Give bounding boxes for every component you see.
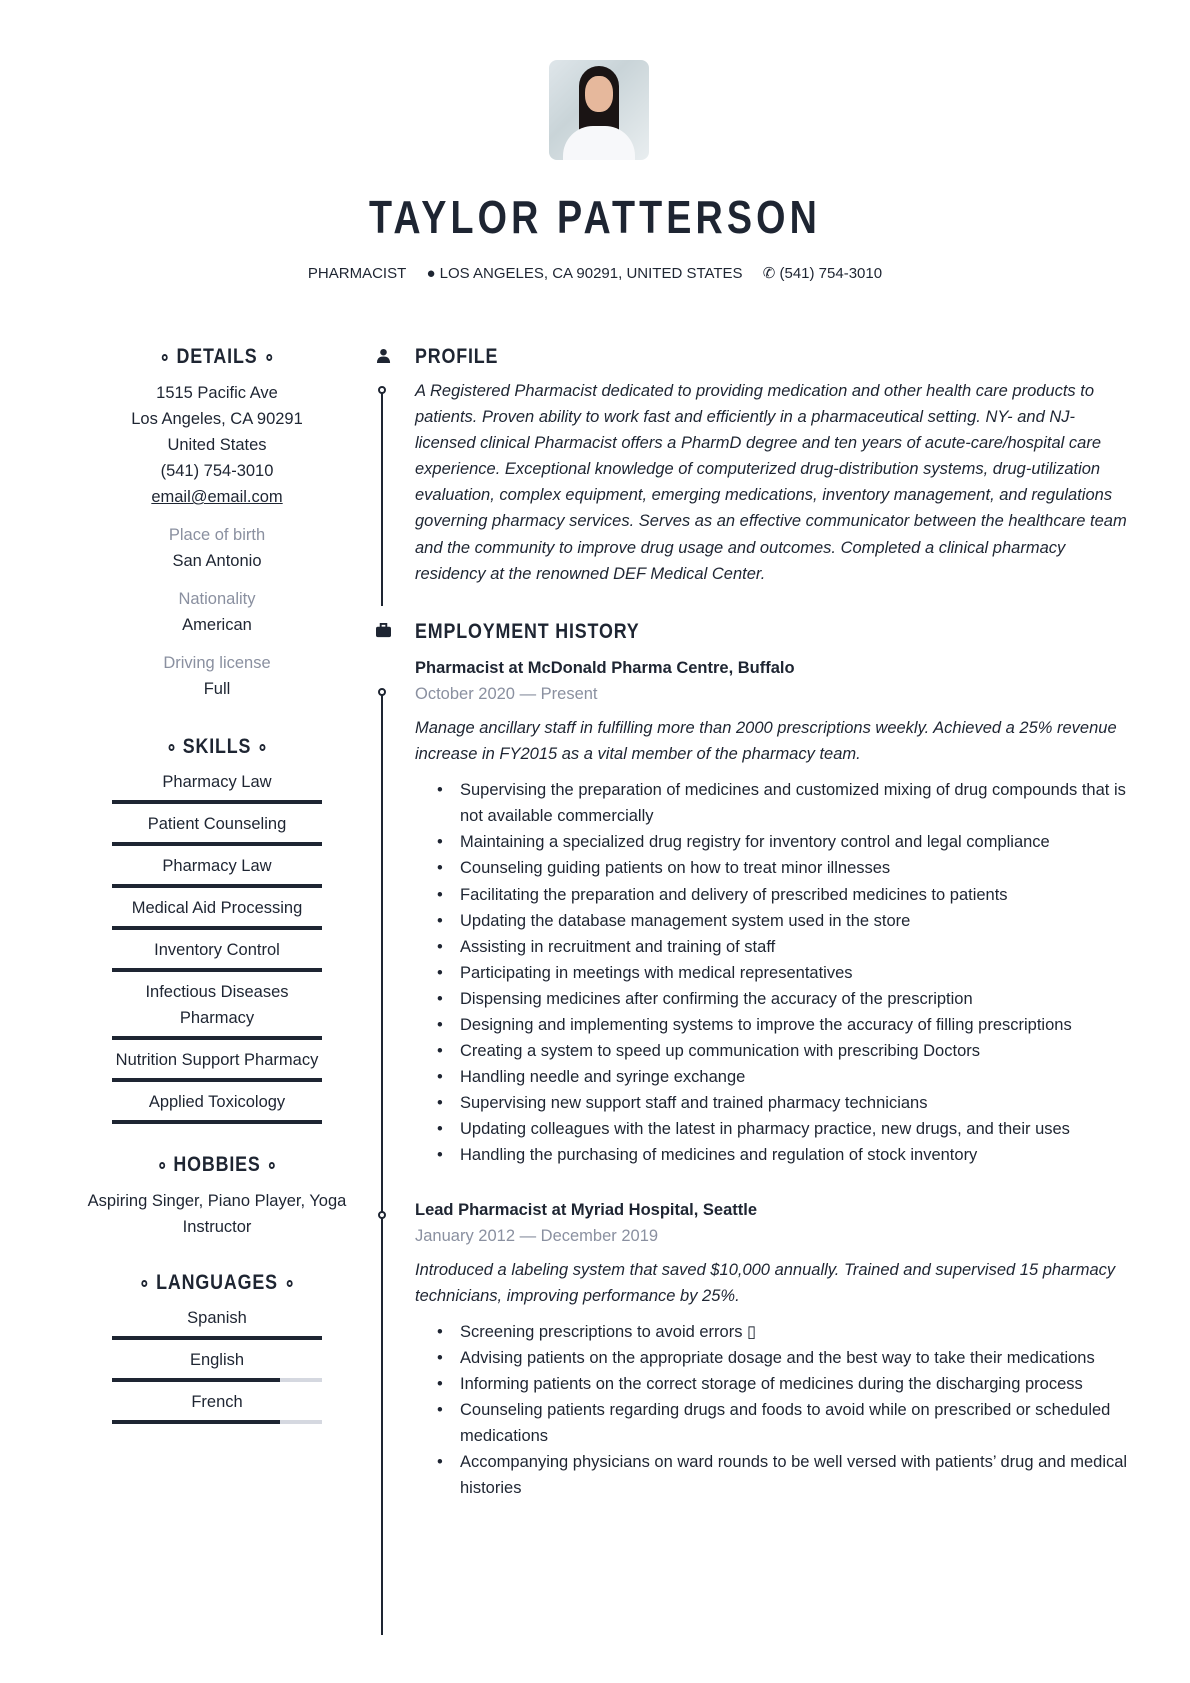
skill-name: Medical Aid Processing	[131, 899, 303, 917]
skill-name: Pharmacy Law	[162, 857, 272, 875]
hobbies-text: Aspiring Singer, Piano Player, Yoga Instructor	[87, 1192, 347, 1236]
language-item	[112, 1382, 322, 1424]
skill-name: Nutrition Support Pharmacy	[115, 1051, 319, 1069]
contact-line	[0, 264, 1190, 282]
job-bullet: • Counseling guiding patients on how to treat minor illnesses	[415, 855, 1130, 881]
job-bullet: • Screening prescriptions to avoid errors ▯	[415, 1319, 1130, 1345]
profile-heading: PROFILE	[415, 342, 1130, 372]
job-bullet: • Advising patients on the appropriate dosage and the best way to take their medications	[415, 1345, 1130, 1371]
main-content	[415, 342, 1130, 1502]
language-item	[112, 1340, 322, 1382]
job-summary: Introduced a labeling system that saved $10,000 annually. Trained and supervised 15 pharmacy technicians, improving performance by 25%.	[415, 1260, 1116, 1305]
job-bullet: • Counseling patients regarding drugs and foods to avoid while on prescribed or scheduled medications	[415, 1397, 1130, 1449]
phone-line: (541) 754-3010	[160, 462, 274, 480]
skill-level-bar	[112, 1120, 322, 1124]
language-name: French	[191, 1393, 243, 1411]
job-bullet: • Dispensing medicines after confirming the accuracy of the prescription	[415, 986, 1130, 1012]
skill-item	[112, 1082, 322, 1124]
sidebar	[67, 342, 367, 1424]
field-value: American	[182, 616, 252, 634]
field-label: Driving license	[163, 654, 271, 672]
skill-item	[112, 846, 322, 888]
job-bullets	[415, 777, 1130, 1168]
job-bullet: • Supervising the preparation of medicines and customized mixing of drug compounds that is not available commercially	[415, 777, 1130, 829]
job-bullet: • Accompanying physicians on ward rounds to be well versed with patients’ drug and medical histories	[415, 1449, 1130, 1501]
profile-photo	[549, 60, 649, 160]
timeline-line	[381, 388, 383, 606]
job-title: PHARMACIST	[307, 265, 407, 282]
skill-item	[112, 804, 322, 846]
job-entry	[415, 1197, 1130, 1502]
employment-heading: EMPLOYMENT HISTORY	[415, 617, 1130, 647]
timeline-line	[381, 690, 383, 1635]
person-icon	[376, 348, 391, 363]
skill-level-bar	[112, 968, 322, 972]
job-bullet: • Updating colleagues with the latest in pharmacy practice, new drugs, and their uses	[415, 1116, 1130, 1142]
job-bullet: • Facilitating the preparation and delivery of prescribed medicines to patients	[415, 882, 1130, 908]
field-value: San Antonio	[172, 552, 262, 570]
job-title: Pharmacist at McDonald Pharma Centre, Buffalo	[415, 658, 795, 677]
skill-name: Patient Counseling	[147, 815, 287, 833]
address-line: Los Angeles, CA 90291	[131, 410, 303, 428]
job-bullet: • Supervising new support staff and trained pharmacy technicians	[415, 1090, 1130, 1116]
hobbies-heading: HOBBIES	[90, 1150, 345, 1180]
address-line: 1515 Pacific Ave	[156, 384, 278, 402]
job-bullet: • Handling the purchasing of medicines and regulation of stock inventory	[415, 1142, 1130, 1168]
field-label: Place of birth	[168, 526, 266, 544]
address-line: United States	[167, 436, 267, 454]
phone: (541) 754-3010	[779, 265, 883, 282]
skill-name: Pharmacy Law	[162, 773, 272, 791]
job-bullet: • Creating a system to speed up communication with prescribing Doctors	[415, 1038, 1130, 1064]
skill-level-bar	[112, 884, 322, 888]
job-entry	[415, 655, 1130, 1169]
job-bullet: • Handling needle and syringe exchange	[415, 1064, 1130, 1090]
skill-name: Inventory Control	[154, 941, 280, 959]
briefcase-icon	[376, 623, 391, 638]
field-value: Full	[203, 680, 231, 698]
skills-heading: SKILLS	[90, 732, 345, 762]
timeline-dot	[378, 386, 386, 394]
languages-list	[67, 1298, 367, 1424]
skill-item	[112, 1040, 322, 1082]
language-name: Spanish	[187, 1309, 247, 1327]
job-bullet: • Informing patients on the correct storage of medicines during the discharging process	[415, 1371, 1130, 1397]
skill-item	[112, 930, 322, 972]
skill-item	[112, 762, 322, 804]
skill-name: Applied Toxicology	[148, 1093, 286, 1111]
skill-level-bar	[112, 1078, 322, 1082]
skills-list	[67, 762, 367, 1124]
email-link[interactable]: email@email.com	[151, 488, 283, 506]
job-bullet: • Updating the database management system used in the store	[415, 908, 1130, 934]
languages-heading: LANGUAGES	[90, 1268, 345, 1298]
details-heading: DETAILS	[90, 342, 345, 372]
job-bullet: • Designing and implementing systems to improve the accuracy of filling prescriptions	[415, 1012, 1130, 1038]
language-level-bar	[112, 1420, 322, 1424]
candidate-name: TAYLOR PATTERSON	[369, 191, 821, 243]
location-pin-icon: ●	[426, 265, 436, 282]
skill-level-bar	[112, 842, 322, 846]
language-level-bar	[112, 1378, 322, 1382]
location: LOS ANGELES, CA 90291, UNITED STATES	[439, 265, 743, 282]
skill-level-bar	[112, 926, 322, 930]
skill-item	[112, 888, 322, 930]
job-bullets	[415, 1319, 1130, 1502]
language-item	[112, 1298, 322, 1340]
phone-icon: ✆	[762, 265, 776, 282]
profile-text: A Registered Pharmacist dedicated to providing medication and other health care products to patients. Proven ability to work fast and efficiently in a pharmaceutical setting. NY- and NJ-licensed clinical Pharmacist offers a PharmD degree and ten years of acute-care/hospital care experience. Exceptional knowledge of computerized drug-distribution systems, drug-utilization evaluation, complex equipment, emerging medications, inventory management, and regulations governing pharmacy services. Serves as an effective communicator between the healthcare team and the community to improve drug usage and outcomes. Completed a clinical pharmacy residency at the renowned DEF Medical Center.	[415, 382, 1127, 583]
skill-level-bar	[112, 800, 322, 804]
job-dates: January 2012 — December 2019	[415, 1226, 659, 1245]
job-title: Lead Pharmacist at Myriad Hospital, Seattle	[415, 1200, 758, 1219]
job-dates: October 2020 — Present	[415, 684, 598, 703]
field-label: Nationality	[178, 590, 256, 608]
skill-item	[112, 972, 322, 1040]
skill-name: Infectious Diseases Pharmacy	[145, 983, 289, 1027]
job-summary: Manage ancillary staff in fulfilling more than 2000 prescriptions weekly. Achieved a 25% revenue increase in FY2015 as a vital member of the pharmacy team.	[415, 718, 1117, 764]
language-level-bar	[112, 1336, 322, 1340]
job-bullet: • Participating in meetings with medical representatives	[415, 960, 1130, 986]
timeline-dot	[378, 1211, 386, 1219]
timeline-dot	[378, 688, 386, 696]
job-bullet: • Assisting in recruitment and training of staff	[415, 934, 1130, 960]
skill-level-bar	[112, 1036, 322, 1040]
language-name: English	[189, 1351, 245, 1369]
job-bullet: • Maintaining a specialized drug registry for inventory control and legal compliance	[415, 829, 1130, 855]
